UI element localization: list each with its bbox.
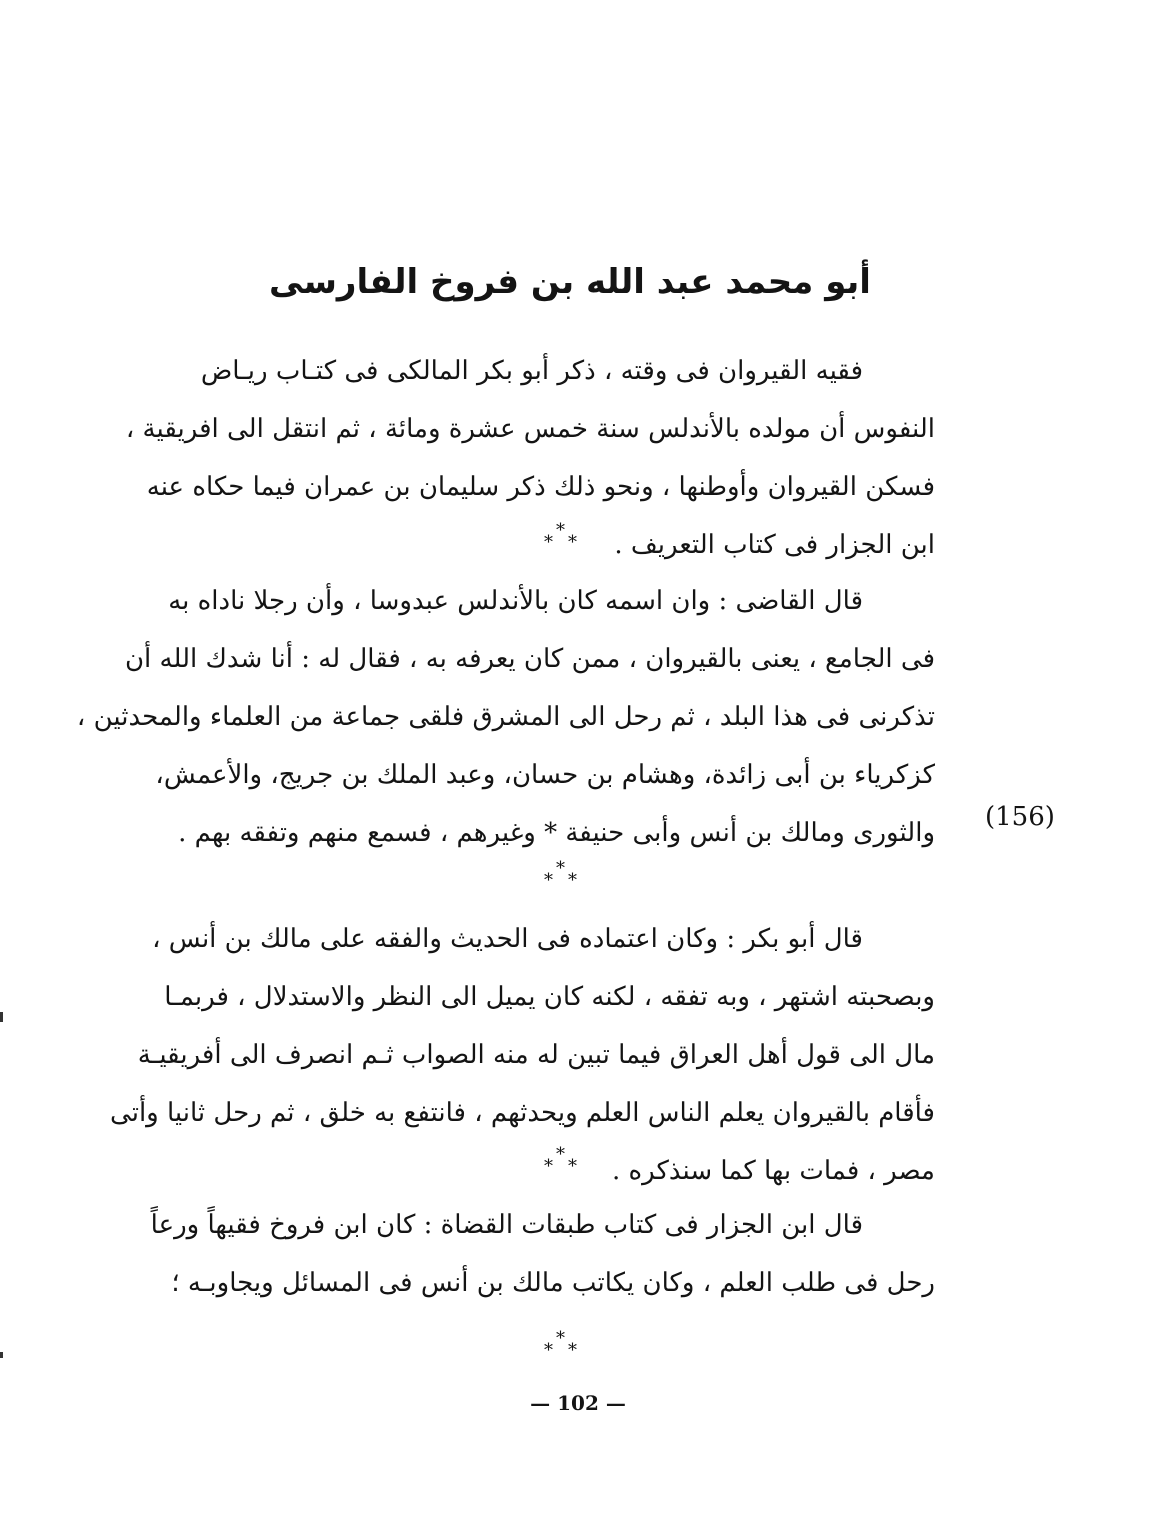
paragraph-line: قال القاضى : وان اسمه كان بالأندلس عبدوسا ، وأن رجلا ناداه به [168, 586, 863, 616]
section-separator [540, 1146, 590, 1186]
paragraph-4 [150, 1196, 935, 1312]
separator-asterisk: * [544, 1156, 553, 1177]
scan-edge-mark [0, 1352, 3, 1358]
separator-asterisk: * [568, 870, 577, 891]
separator-asterisk: * [556, 1328, 565, 1349]
section-separator [540, 860, 590, 900]
margin-reference-number: (156) [985, 802, 1055, 832]
separator-asterisk: * [544, 532, 553, 553]
paragraph-line: فقيه القيروان فى وقته ، ذكر أبو بكر المالكى فى كتـاب ريـاض [200, 356, 863, 386]
separator-asterisk: * [568, 532, 577, 553]
paragraph-line: ابن الجزار فى كتاب التعريف . [614, 530, 935, 560]
biography-title: أبو محمد عبد الله بن فروخ الفارسى [269, 262, 871, 302]
paragraph-line: تذكرنى فى هذا البلد ، ثم رحل الى المشرق فلقى جماعة من العلماء والمحدثين ، [76, 702, 935, 732]
separator-asterisk: * [556, 520, 565, 541]
paragraph-line: رحل فى طلب العلم ، وكان يكاتب مالك بن أنس فى المسائل ويجاوبـه ؛ [171, 1268, 935, 1298]
paragraph-line: فى الجامع ، يعنى بالقيروان ، ممن كان يعرفه به ، فقال له : أنا شدك الله أن [124, 644, 935, 674]
separator-asterisk: * [544, 870, 553, 891]
scan-edge-mark [0, 1012, 3, 1022]
paragraph-line: قال أبو بكر : وكان اعتماده فى الحديث والفقه على مالك بن أنس ، [152, 924, 863, 954]
paragraph-line: النفوس أن مولده بالأندلس سنة خمس عشرة ومائة ، ثم انتقل الى افريقية ، [125, 414, 935, 444]
paragraph-line: والثورى ومالك بن أنس وأبى حنيفة * وغيرهم ، فسمع منهم وتفقه بهم . [178, 818, 935, 848]
paragraph-line: وبصحبته اشتهر ، وبه تفقه ، لكنه كان يميل الى النظر والاستدلال ، فربمـا [164, 982, 935, 1012]
separator-asterisk: * [556, 1144, 565, 1165]
separator-asterisk: * [556, 858, 565, 879]
paragraph-line: فسكن القيروان وأوطنها ، ونحو ذلك ذكر سليمان بن عمران فيما حكاه عنه [146, 472, 935, 502]
separator-asterisk: * [544, 1340, 553, 1361]
separator-asterisk: * [568, 1340, 577, 1361]
page-number: — 102 — [530, 1391, 626, 1415]
separator-asterisk: * [568, 1156, 577, 1177]
paragraph-line: فأقام بالقيروان يعلم الناس العلم ويحدثهم ، فانتفع به خلق ، ثم رحل ثانيا وأتى [110, 1098, 935, 1128]
paragraph-2 [76, 572, 935, 862]
section-separator [540, 522, 590, 562]
section-separator [540, 1330, 590, 1370]
paragraph-line: مال الى قول أهل العراق فيما تبين له منه الصواب ثـم انصرف الى أفريقيـة [137, 1040, 935, 1070]
paragraph-line: مصر ، فمات بها كما سنذكره . [611, 1156, 935, 1186]
paragraph-line: قال ابن الجزار فى كتاب طبقات القضاة : كان ابن فروخ فقيهاً ورعاً [150, 1210, 863, 1240]
paragraph-line: كزكرياء بن أبى زائدة، وهشام بن حسان، وعبد الملك بن جريج، والأعمش، [155, 760, 935, 790]
